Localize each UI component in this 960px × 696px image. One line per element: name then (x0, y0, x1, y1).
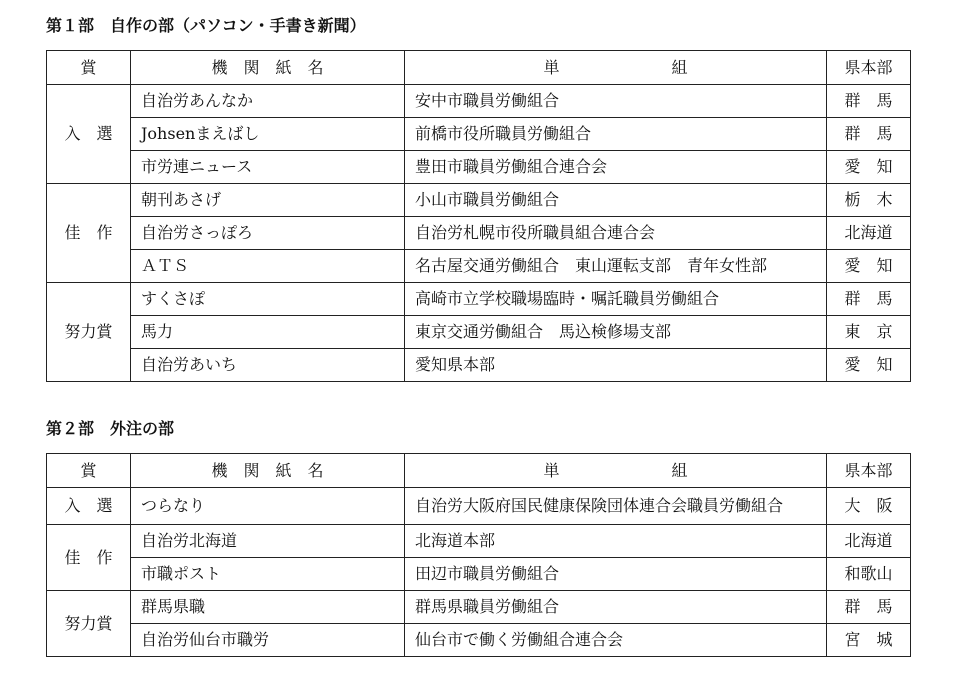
header-union: 単 組 (405, 454, 827, 488)
prefecture-cell: 愛 知 (827, 151, 911, 184)
paper-name-cell: 馬力 (131, 316, 405, 349)
union-cell: 自治労札幌市役所職員組合連合会 (405, 217, 827, 250)
union-cell: 豊田市職員労働組合連合会 (405, 151, 827, 184)
paper-name-cell: 朝刊あさげ (131, 184, 405, 217)
prefecture-cell: 北海道 (827, 525, 911, 558)
prize-cell: 努力賞 (47, 283, 131, 382)
section-1-title: 第１部 自作の部（パソコン・手書き新聞） (46, 16, 366, 35)
prefecture-cell: 群 馬 (827, 283, 911, 316)
paper-name-cell: ＡＴＳ (131, 250, 405, 283)
paper-name-cell: 自治労あいち (131, 349, 405, 382)
paper-name-cell: 自治労さっぽろ (131, 217, 405, 250)
table-row (47, 316, 911, 349)
paper-name-cell: 自治労仙台市職労 (131, 624, 405, 657)
paper-name-cell: 自治労あんなか (131, 85, 405, 118)
paper-name-cell: 自治労北海道 (131, 525, 405, 558)
table-row (47, 283, 911, 316)
union-cell: 前橋市役所職員労働組合 (405, 118, 827, 151)
table-header-row (47, 51, 911, 85)
prize-cell: 佳 作 (47, 525, 131, 591)
prefecture-cell: 群 馬 (827, 118, 911, 151)
prefecture-cell: 和歌山 (827, 558, 911, 591)
union-cell: 田辺市職員労働組合 (405, 558, 827, 591)
table-row (47, 624, 911, 657)
table-row (47, 591, 911, 624)
union-cell: 愛知県本部 (405, 349, 827, 382)
table-row (47, 349, 911, 382)
union-cell: 北海道本部 (405, 525, 827, 558)
prefecture-cell: 東 京 (827, 316, 911, 349)
prize-cell: 入 選 (47, 85, 131, 184)
table-row (47, 525, 911, 558)
section-2-title: 第２部 外注の部 (46, 419, 175, 438)
table-row (47, 250, 911, 283)
union-cell: 東京交通労働組合 馬込検修場支部 (405, 316, 827, 349)
header-prize: 賞 (47, 454, 131, 488)
prefecture-cell: 愛 知 (827, 349, 911, 382)
header-paper-name: 機 関 紙 名 (131, 51, 405, 85)
header-paper-name: 機 関 紙 名 (131, 454, 405, 488)
header-union: 単 組 (405, 51, 827, 85)
header-prefecture: 県本部 (827, 454, 911, 488)
prefecture-cell: 愛 知 (827, 250, 911, 283)
prefecture-cell: 宮 城 (827, 624, 911, 657)
paper-name-cell: 市職ポスト (131, 558, 405, 591)
table-row (47, 151, 911, 184)
paper-name-cell: 群馬県職 (131, 591, 405, 624)
union-cell: 名古屋交通労働組合 東山運転支部 青年女性部 (405, 250, 827, 283)
paper-name-cell: つらなり (131, 488, 405, 525)
header-prefecture: 県本部 (827, 51, 911, 85)
union-cell: 群馬県職員労働組合 (405, 591, 827, 624)
prize-cell: 入 選 (47, 488, 131, 525)
paper-name-cell: Johsenまえばし (131, 118, 405, 151)
table-header-row (47, 454, 911, 488)
union-cell: 自治労大阪府国民健康保険団体連合会職員労働組合 (405, 488, 827, 525)
union-cell: 高崎市立学校職場臨時・嘱託職員労働組合 (405, 283, 827, 316)
prize-cell: 努力賞 (47, 591, 131, 657)
prefecture-cell: 北海道 (827, 217, 911, 250)
header-prize: 賞 (47, 51, 131, 85)
union-cell: 小山市職員労働組合 (405, 184, 827, 217)
paper-name-cell: 市労連ニュース (131, 151, 405, 184)
table-row (47, 488, 911, 525)
section-1-awards-table (46, 50, 911, 382)
prize-cell: 佳 作 (47, 184, 131, 283)
prefecture-cell: 栃 木 (827, 184, 911, 217)
table-row (47, 85, 911, 118)
prefecture-cell: 群 馬 (827, 85, 911, 118)
prefecture-cell: 大 阪 (827, 488, 911, 525)
prefecture-cell: 群 馬 (827, 591, 911, 624)
union-cell: 安中市職員労働組合 (405, 85, 827, 118)
table-row (47, 217, 911, 250)
section-2-awards-table (46, 453, 911, 657)
table-row (47, 558, 911, 591)
table-row (47, 118, 911, 151)
union-cell: 仙台市で働く労働組合連合会 (405, 624, 827, 657)
paper-name-cell: すくさぽ (131, 283, 405, 316)
table-row (47, 184, 911, 217)
